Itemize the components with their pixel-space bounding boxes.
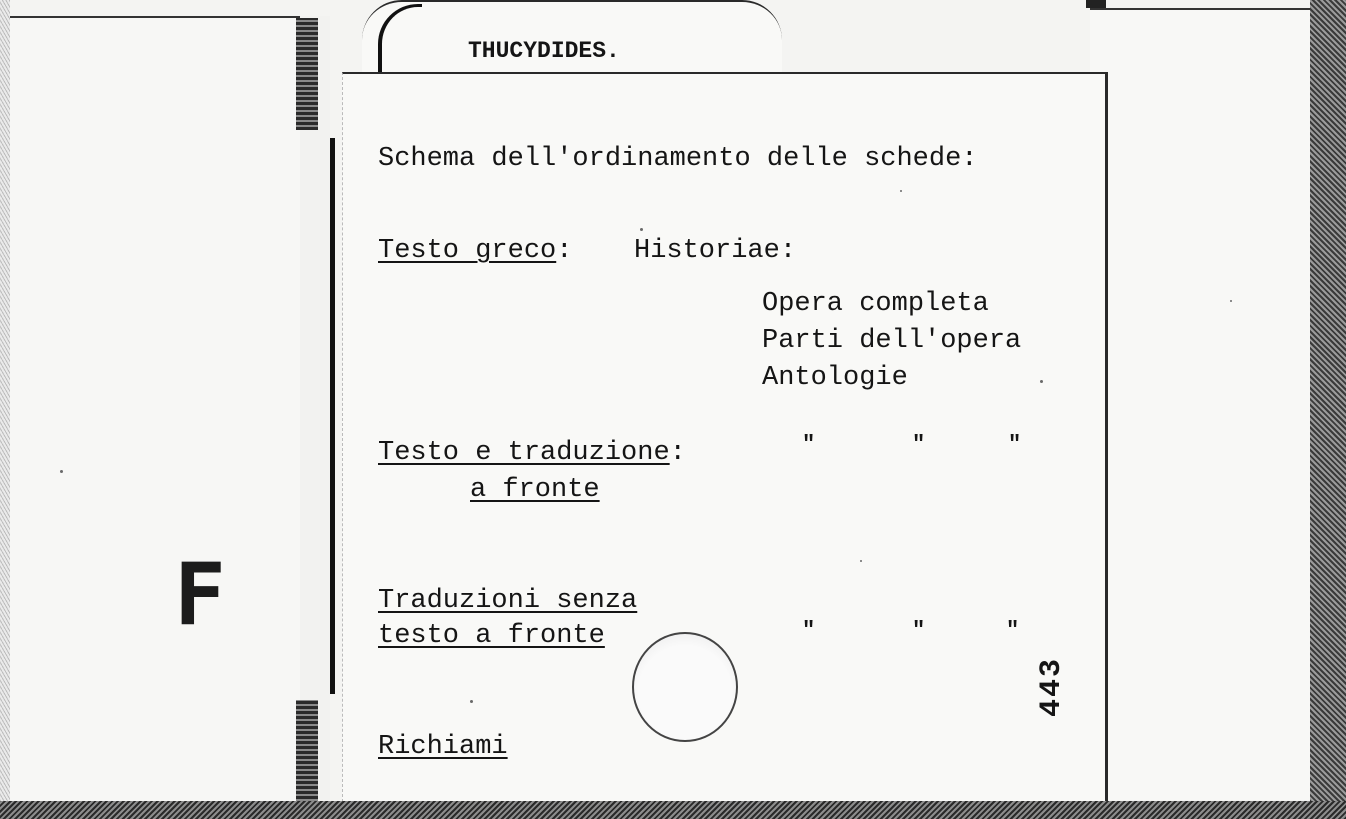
scan-frame-left — [0, 0, 10, 819]
ditto-mark: " — [1006, 618, 1020, 643]
section-label: Testo greco — [378, 236, 557, 266]
section-colon: : — [556, 236, 573, 266]
section-testo-greco — [378, 238, 572, 265]
ditto-mark: " — [802, 618, 816, 643]
scan-speckle — [900, 190, 902, 192]
divider-tab-top — [296, 18, 318, 130]
divider-spine — [300, 16, 330, 802]
ditto-mark: " — [912, 432, 926, 457]
scan-speckle — [1230, 300, 1232, 302]
clip-mark — [1086, 0, 1106, 8]
ditto-mark: " — [1008, 432, 1022, 457]
divider-tab-bottom — [296, 700, 318, 804]
backing-card — [1090, 8, 1314, 800]
subdivision-antologie: Antologie — [762, 363, 908, 393]
section-colon: : — [669, 438, 686, 468]
punch-hole — [632, 632, 738, 742]
scan-speckle — [60, 470, 63, 473]
ditto-mark: " — [802, 432, 816, 457]
work-title: Historiae: — [634, 236, 797, 266]
divider-card — [10, 16, 304, 804]
scan-frame-right — [1310, 0, 1346, 819]
ditto-mark: " — [912, 618, 926, 643]
divider-edge-line — [330, 138, 335, 694]
section-label-line2: a fronte — [470, 475, 600, 505]
schema-title: Schema dell'ordinamento delle schede: — [378, 144, 978, 174]
section-traduzioni-line1: Traduzioni senza — [378, 586, 638, 616]
scan-speckle — [860, 560, 862, 562]
section-traduzioni-line2: testo a fronte — [378, 621, 605, 651]
subdivision-parti: Parti dell'opera — [762, 326, 1022, 356]
card-heading: THUCYDIDES. — [468, 38, 620, 64]
scan-speckle — [1040, 380, 1043, 383]
scan-speckle — [640, 228, 643, 231]
scan-speckle — [470, 700, 473, 703]
subdivision-opera-completa: Opera completa — [762, 289, 989, 319]
section-label: Testo e traduzione — [378, 438, 670, 468]
section-testo-e-traduzione — [378, 440, 686, 467]
card-number: 443 — [1035, 656, 1070, 718]
section-richiami: Richiami — [378, 732, 508, 762]
divider-letter: F — [174, 545, 226, 645]
scan-frame-bottom — [0, 801, 1346, 819]
